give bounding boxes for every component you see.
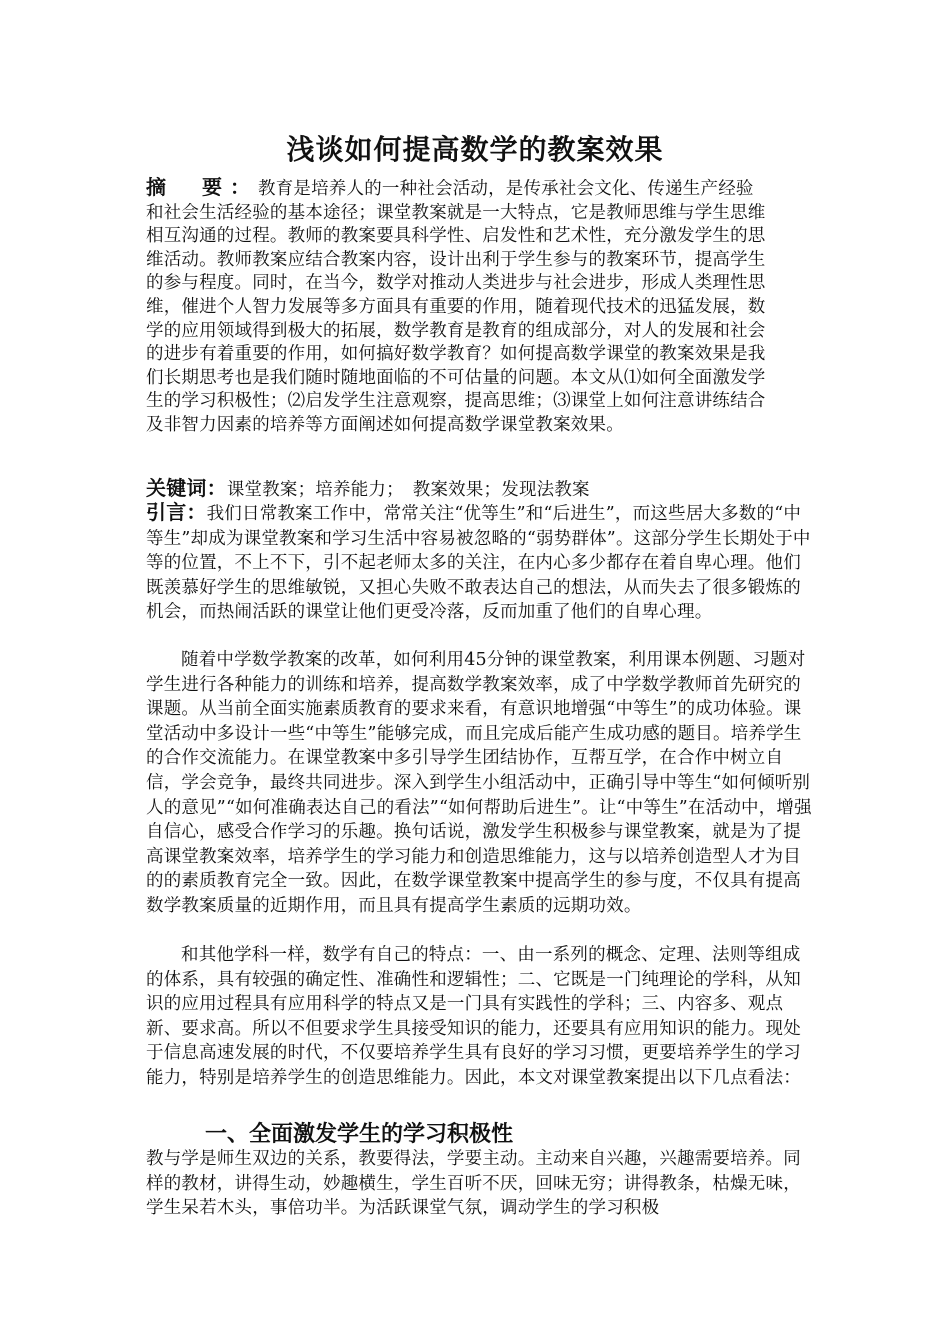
section-paragraph-1: 教与学是师生双边的关系，教要得法，学要主动。主动来自兴趣，兴趣需要培养。同样的教材，讲得生动，妙趣横生，学生百听不厌，回味无穷；讲得教条，枯燥无味，学生呆若木头，事倍功半。为活跃课堂气氛，调动学生的学习积极 [146, 1149, 801, 1219]
document-title: 浅谈如何提高数学的教案效果 [286, 133, 664, 166]
intro-paragraph [146, 500, 816, 625]
abstract-label: 摘 要： [146, 175, 258, 199]
intro-text: 我们日常教案工作中，常常关注“优等生”和“后进生”，而这些居大多数的“中等生”却成为课堂教案和学习生活中容易被忽略的“弱势群体”。这部分学生长期处于中等的位置，不上不下，引不起老师太多的关注，在内心多少都存在着自卑心理。他们既羡慕好学生的思维敏锐，又担心失败不敢表达自己的想法，从而失去了很多锻炼的机会，而热闹活跃的课堂让他们更受冷落，反而加重了他们的自卑心理。 [146, 504, 811, 623]
keywords-line [146, 476, 796, 502]
body-paragraph-1: 随着中学数学教案的改革，如何利用45分钟的课堂教案，利用课本例题、习题对学生进行各种能力的训练和培养，提高数学教案效率，成了中学数学教师首先研究的课题。从当前全面实施素质教育的要求来看，有意识地增强“中等生”的成功体验。课堂活动中多设计一些“中等生”能够完成，而且完成后能产生成功感的题目。培养学生的合作交流能力。在课堂教案中多引导学生团结协作，互帮互学，在合作中树立自信，学会竞争，最终共同进步。深入到学生小组活动中，正确引导中等生“如何倾听别人的意见”“如何准确表达自己的看法”“如何帮助后进生”。让“中等生”在活动中，增强自信心，感受合作学习的乐趣。换句话说，激发学生积极参与课堂教案，就是为了提高课堂教案效率，培养学生的学习能力和创造思维能力，这与以培养创造型人才为目的的素质教育完全一致。因此，在数学课堂教案中提高学生的参与度，不仅具有提高数学教案质量的近期作用，而且具有提高学生素质的远期功效。 [146, 650, 812, 916]
body-paragraph-2: 和其他学科一样，数学有自己的特点：一、由一系列的概念、定理、法则等组成的体系，具有较强的确定性、准确性和逻辑性；二、它既是一门纯理论的学科，从知识的应用过程具有应用科学的特点又是一门具有实践性的学科；三、内容多、观点新、要求高。所以不但要求学生具接受知识的能力，还要具有应用知识的能力。现处于信息高速发展的时代，不仅要培养学生具有良好的学习习惯，更要培养学生的学习能力，特别是培养学生的创造思维能力。因此，本文对课堂教案提出以下几点看法： [146, 945, 801, 1088]
intro-label: 引言： [146, 500, 207, 524]
section-heading-1: 一、全面激发学生的学习积极性 [205, 1122, 514, 1147]
keywords-label: 关键词： [146, 476, 227, 500]
abstract-text: 教育是培养人的一种社会活动，是传承社会文化、传递生产经验和社会生活经验的基本途径；课堂教案就是一大特点，它是教师思维与学生思维相互沟通的过程。教师的教案要具科学性、启发性和艺术性，充分激发学生的思维活动。教师教案应结合教案内容，设计出利于学生参与的教案环节，提高学生的参与程度。同时，在当今，数学对推动人类进步与社会进步，形成人类理性思维，催进个人智力发展等多方面具有重要的作用，随着现代技术的迅猛发展，数学的应用领域得到极大的拓展，数学教育是教育的组成部分，对人的发展和社会的进步有着重要的作用，如何搞好数学教育？如何提高数学课堂的教案效果是我们长期思考也是我们随时随地面临的不可估量的问题。本文从⑴如何全面激发学生的学习积极性；⑵启发学生注意观察，提高思维；⑶课堂上如何注意讲练结合及非智力因素的培养等方面阐述如何提高数学课堂教案效果。 [146, 179, 766, 435]
abstract-paragraph [146, 176, 771, 438]
keywords-text: 课堂教案；培养能力； 教案效果；发现法教案 [226, 480, 590, 500]
